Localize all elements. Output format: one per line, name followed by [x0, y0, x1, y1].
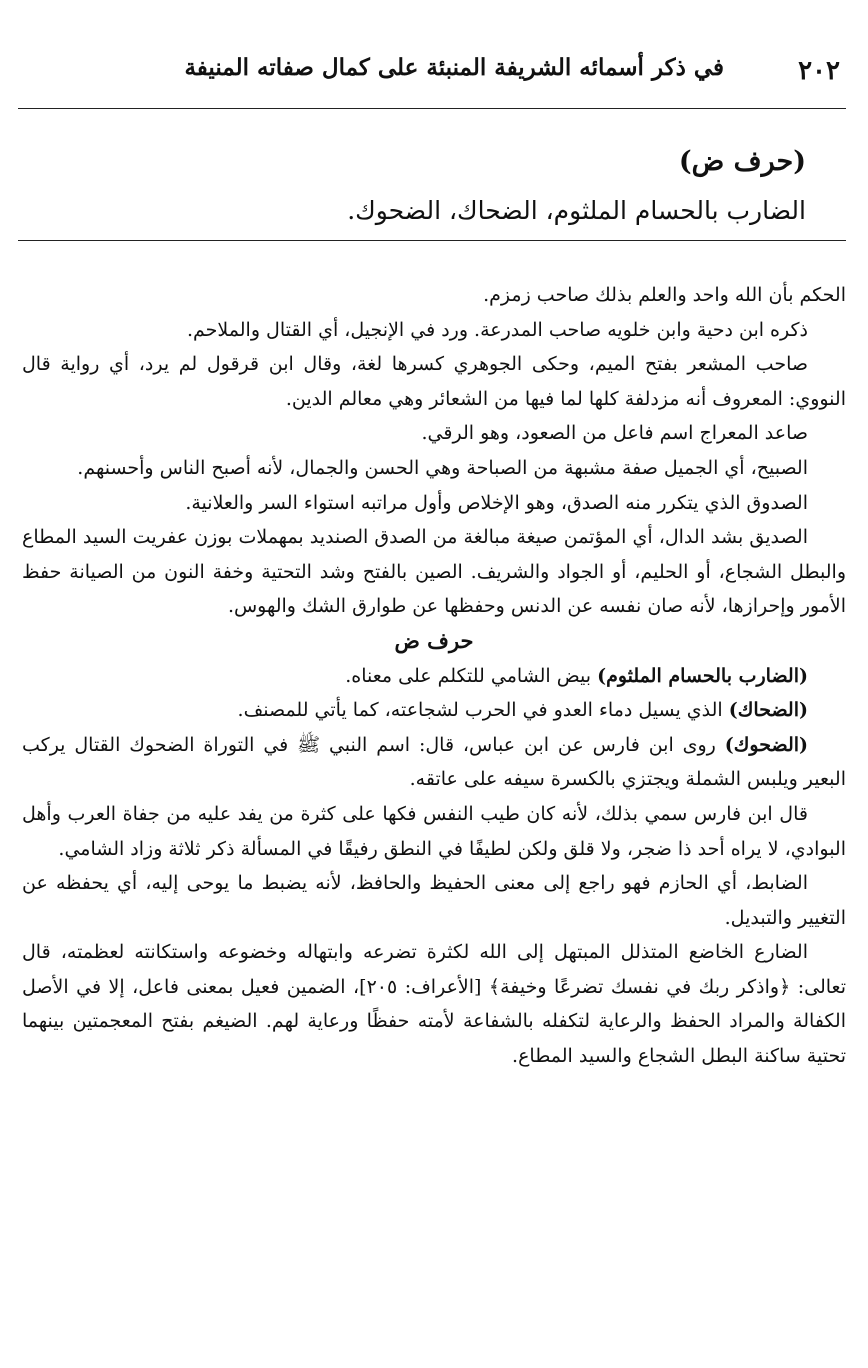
section-rule	[18, 240, 846, 241]
entry-text: الذي يسيل دماء العدو في الحرب لشجاعته، كما يأتي للمصنف.	[237, 699, 729, 722]
header-rule	[18, 108, 846, 109]
entry-paragraph	[22, 728, 846, 797]
paragraph: الصبيح، أي الجميل صفة مشبهة من الصباحة وهي الحسن والجمال، لأنه أصبح الناس وأحسنهم.	[77, 456, 808, 479]
paragraph: الضابط، أي الحازم فهو راجع إلى معنى الحفيظ والحافظ، لأنه يضبط ما يوحى إليه، أي يحفظه عن التغيير والتبديل.	[22, 872, 846, 929]
entry-paragraph	[22, 659, 846, 694]
running-title: في ذكر أسمائه الشريفة المنبئة على كمال صفاته المنيفة	[184, 54, 724, 81]
entry-term: (الضحاك)	[728, 699, 808, 722]
paragraph: صاحب المشعر بفتح الميم، وحكى الجوهري كسرها لغة، وقال ابن قرقول لم يرد، أي رواية قال النووي: المعروف أنه مزدلفة كلها لما فيها من الشعائر وهي معالم الدين.	[22, 353, 846, 410]
page-header	[18, 44, 846, 94]
paragraph: الصديق بشد الدال، أي المؤتمن صيغة مبالغة من الصدق الصنديد بمهملات بوزن عفريت السيد المطاع والبطل الشجاع، أو الحليم، أو الجواد والشريف. الصين بالفتح وشد التحتية وخفة النون من الصيانة حفظ الأمور وإحرازها، لأنه صان نفسه عن الدنس وحفظها عن طوارق الشك والهوس.	[22, 526, 846, 618]
paragraph: الحكم بأن الله واحد والعلم بذلك صاحب زمزم.	[483, 284, 846, 306]
entry-text: روى ابن فارس عن ابن عباس، قال: اسم النبي ﷺ في التوراة الضحوك القتال يركب البعير ويلبس الشملة ويجتزي بالكسرة سيفه على عاتقه.	[22, 733, 846, 791]
section-names-list: الضارب بالحسام الملثوم، الضحاك، الضحوك.	[347, 196, 806, 225]
paragraph: الصدوق الذي يتكرر منه الصدق، وهو الإخلاص وأول مراتبه استواء السر والعلانية.	[185, 491, 808, 514]
paragraph: قال ابن فارس سمي بذلك، لأنه كان طيب النفس فكها على كثرة من يفد عليه من جفاة العرب وأهل البوادي، لا يراه أحد ذا ضجر، ولا قلق ولكن لطيفًا في النطق رفيقًا في المسألة ذكر ثلاثة وزاد الشامي.	[22, 802, 846, 860]
section-letter-heading: (حرف ض)	[678, 146, 806, 177]
entry-text: بيض الشامي للتكلم على معناه.	[345, 664, 598, 687]
commentary-body	[22, 278, 846, 1074]
paragraph: صاعد المعراج اسم فاعل من الصعود، وهو الرقي.	[421, 422, 808, 445]
entry-paragraph	[22, 693, 846, 728]
paragraph: الضارع الخاضع المتذلل المبتهل إلى الله لكثرة تضرعه وابتهاله وخضوعه واستكانته لعظمته، قال تعالى: ﴿واذكر ربك في نفسك تضرعًا وخيفة﴾ [الأعراف: ٢٠٥]، الضمين فعيل بمعنى فاعل، إلا في الأصل الكفالة والمراد الحفظ والرعاية لتكفله بالشفاعة لأمته حفظًا ورعاية لهم. الضيغم بفتح المعجمتين بينهما تحتية ساكنة البطل الشجاع والسيد المطاع.	[22, 941, 847, 1068]
subheading: حرف ض	[394, 627, 474, 653]
page-number: ٢٠٢	[798, 56, 840, 86]
entry-term: (الضارب بالحسام الملثوم)	[597, 664, 808, 687]
entry-term: (الضحوك)	[724, 733, 808, 756]
paragraph: ذكره ابن دحية وابن خلويه صاحب المدرعة. ورد في الإنجيل، أي القتال والملاحم.	[187, 318, 808, 341]
